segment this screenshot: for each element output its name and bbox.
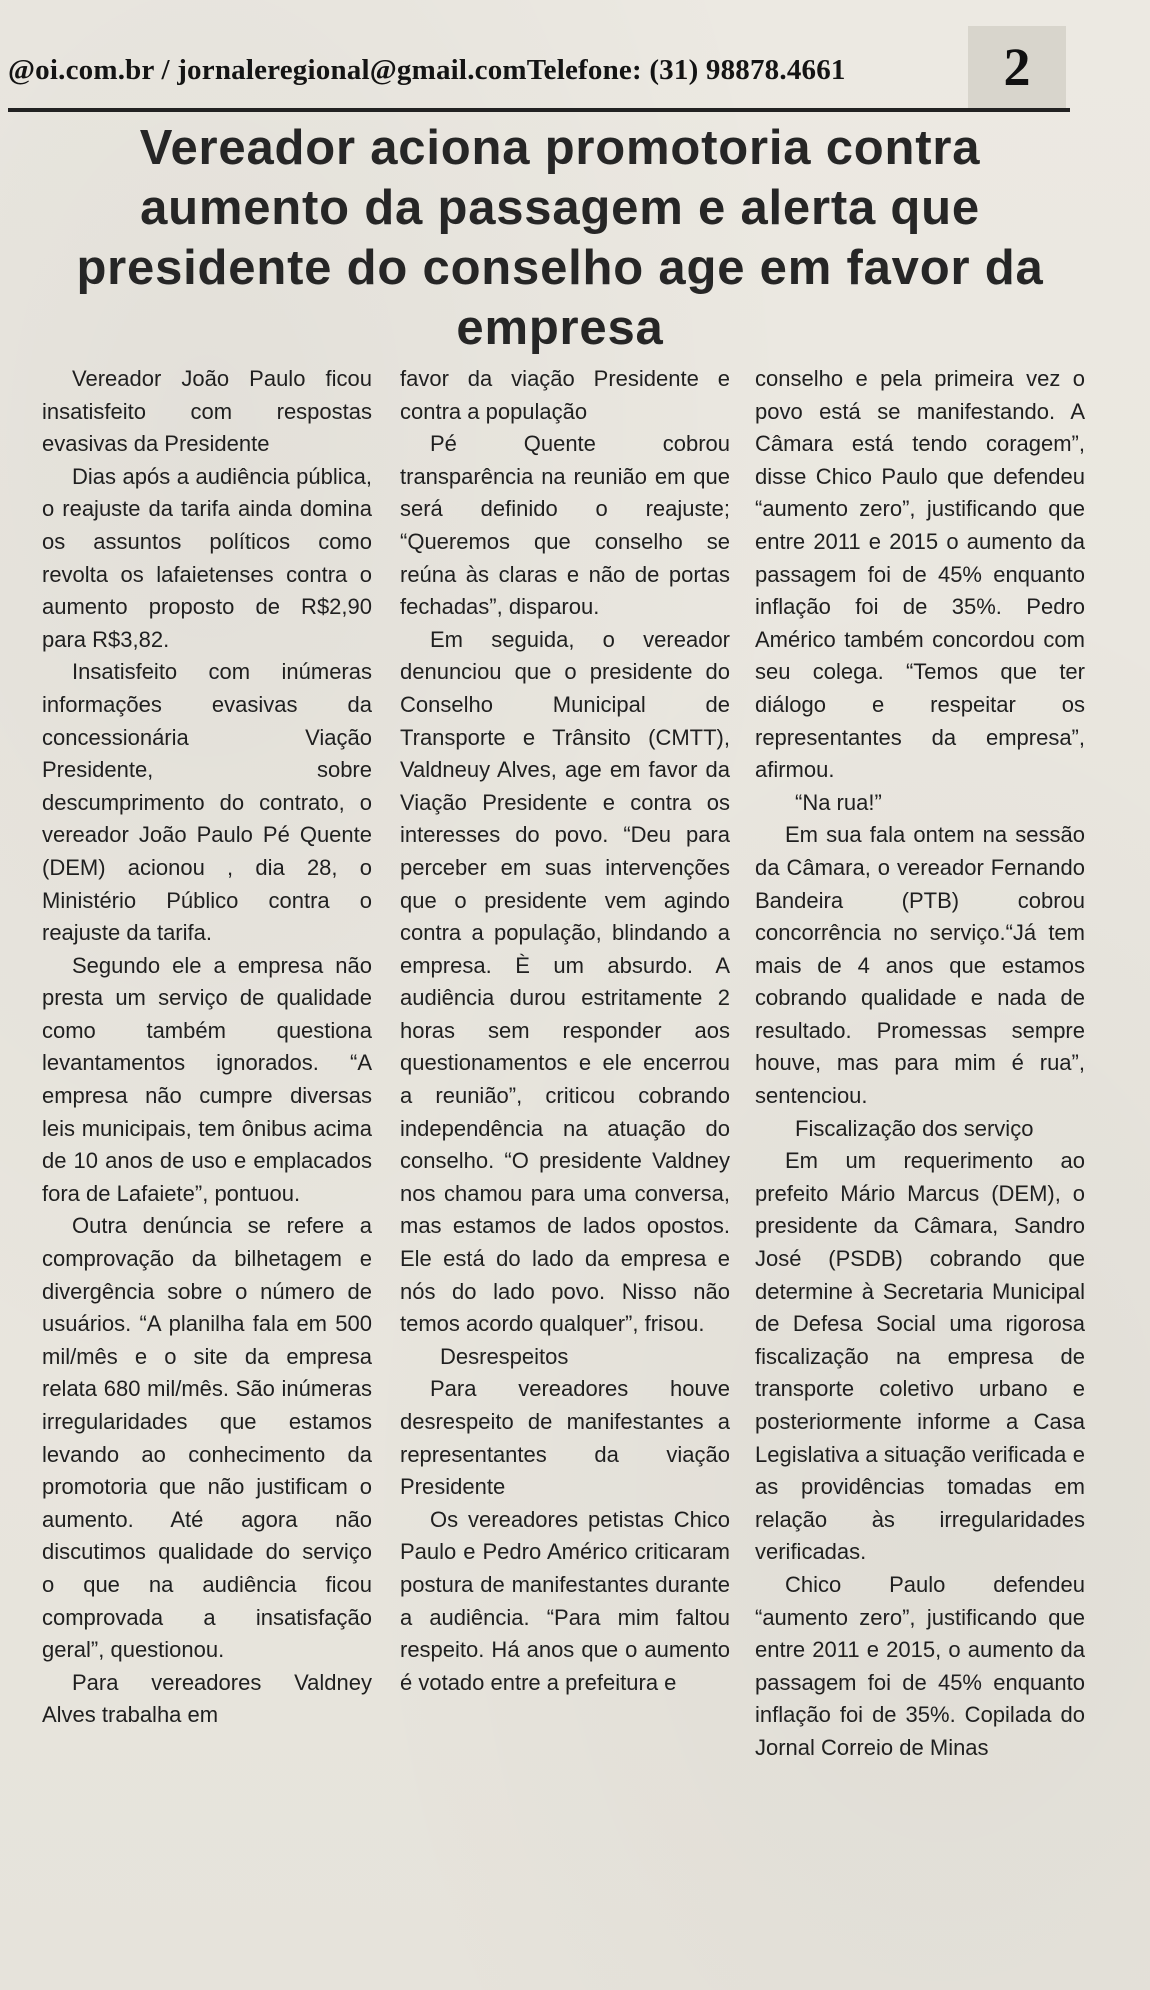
paragraph: conselho e pela primeira vez o povo está se manifestando. A Câmara está tendo coragem”, disse Chico Paulo que defendeu “aumento zero”, justificando que entre 2011 e 2015 o aumento da passagem foi de 45% enquanto inflação foi de 35%. Pedro Américo também concordou com seu colega. “Temos que ter diálogo e respeitar os representantes da empresa”, afirmou. [755, 366, 1085, 783]
header-contact-line: @oi.com.br / jornaleregional@gmail.comTelefone: (31) 98878.4661 [8, 54, 846, 86]
paragraph: Os vereadores petistas Chico Paulo e Pedro Américo criticaram postura de manifestantes durante a audiência. “Para mim faltou respeito. Há anos que o aumento é votado entre a prefeitura e [400, 1506, 730, 1695]
paragraph: Para vereadores houve desrespeito de manifestantes a representantes da viação Presidente [400, 1376, 730, 1500]
paragraph: Para vereadores Valdney Alves trabalha em [42, 1669, 372, 1728]
paragraph: Segundo ele a empresa não presta um serviço de qualidade como também questiona levantamentos ignorados. “A empresa não cumpre diversas leis municipais, tem ônibus acima de 10 anos de uso e emplacados fora de Lafaiete”, pontuou. [42, 952, 372, 1206]
paragraph: Em um requerimento ao prefeito Mário Marcus (DEM), o presidente da Câmara, Sandro José (PSDB) cobrando que determine à Secretaria Municipal de Defesa Social uma rigorosa fiscalização na empresa de transporte coletivo urbano e posteriormente informe a Casa Legislativa a situação verificada e as providências tomadas em relação às irregularidades verificadas. [755, 1148, 1085, 1565]
article-headline: Vereador aciona promotoria contra aumento da passagem e alerta que presidente do conselho age em favor da empresa [76, 121, 1044, 355]
page-header [0, 20, 1070, 108]
paragraph: Dias após a audiência pública, o reajuste da tarifa ainda domina os assuntos políticos como revolta os lafaietenses contra o aumento proposto de R$2,90 para R$3,82. [42, 463, 372, 652]
paragraph: Insatisfeito com inúmeras informações evasivas da concessionária Viação Presidente, sobre descumprimento do contrato, o vereador João Paulo Pé Quente (DEM) acionou , dia 28, o Ministério Público contra o reajuste da tarifa. [42, 659, 372, 946]
paragraph: Em sua fala ontem na sessão da Câmara, o vereador Fernando Bandeira (PTB) cobrou concorrência no serviço.“Já tem mais de 4 anos que estamos cobrando qualidade e nada de resultado. Promessas sempre houve, mas para mim é rua”, sentenciou. [755, 822, 1085, 1109]
paragraph: favor da viação Presidente e contra a população [400, 366, 730, 424]
article-column-1 [42, 363, 372, 1732]
header-divider [8, 108, 1070, 112]
paragraph: Vereador João Paulo ficou insatisfeito com respostas evasivas da Presidente [42, 366, 372, 457]
article-column-3 [755, 363, 1085, 1765]
page-number: 2 [968, 26, 1066, 108]
paragraph: Chico Paulo defendeu “aumento zero”, justificando que entre 2011 e 2015, o aumento da passagem foi de 45% enquanto inflação foi de 35%. Copilada do Jornal Correio de Minas [755, 1571, 1085, 1760]
paragraph: Em seguida, o vereador denunciou que o presidente do Conselho Municipal de Transporte e Trânsito (CMTT), Valdneuy Alves, age em favor da Viação Presidente e contra os interesses do povo. “Deu para perceber em suas intervenções que o presidente vem agindo contra a população, blindando a empresa. È um absurdo. A audiência durou estritamente 2 horas sem responder aos questionamentos e ele encerrou a reunião”, criticou cobrando independência na atuação do conselho. “O presidente Valdney nos chamou para uma conversa, mas estamos de lados opostos. Ele está do lado da empresa e nós do lado povo. Nisso não temos acordo qualquer”, frisou. [400, 626, 730, 1337]
paragraph: Outra denúncia se refere a comprovação da bilhetagem e divergência sobre o número de usuários. “A planilha fala em 500 mil/mês e o site da empresa relata 680 mil/mês. São inúmeras irregularidades que estamos levando ao conhecimento da promotoria que não justificam o aumento. Até agora não discutimos qualidade do serviço o que na audiência ficou comprovada a insatisfação geral”, questionou. [42, 1213, 372, 1663]
paragraph: Pé Quente cobrou transparência na reunião em que será definido o reajuste; “Queremos que conselho se reúna às claras e não de portas fechadas”, disparou. [400, 431, 730, 620]
article-column-2 [400, 363, 730, 1699]
section-subhead-fiscalizacao: Fiscalização dos serviço [795, 1115, 1034, 1141]
article-body [42, 363, 1092, 1923]
section-subhead-na-rua: “Na rua!” [795, 789, 882, 815]
section-subhead-desrespeitos: Desrespeitos [440, 1343, 569, 1369]
